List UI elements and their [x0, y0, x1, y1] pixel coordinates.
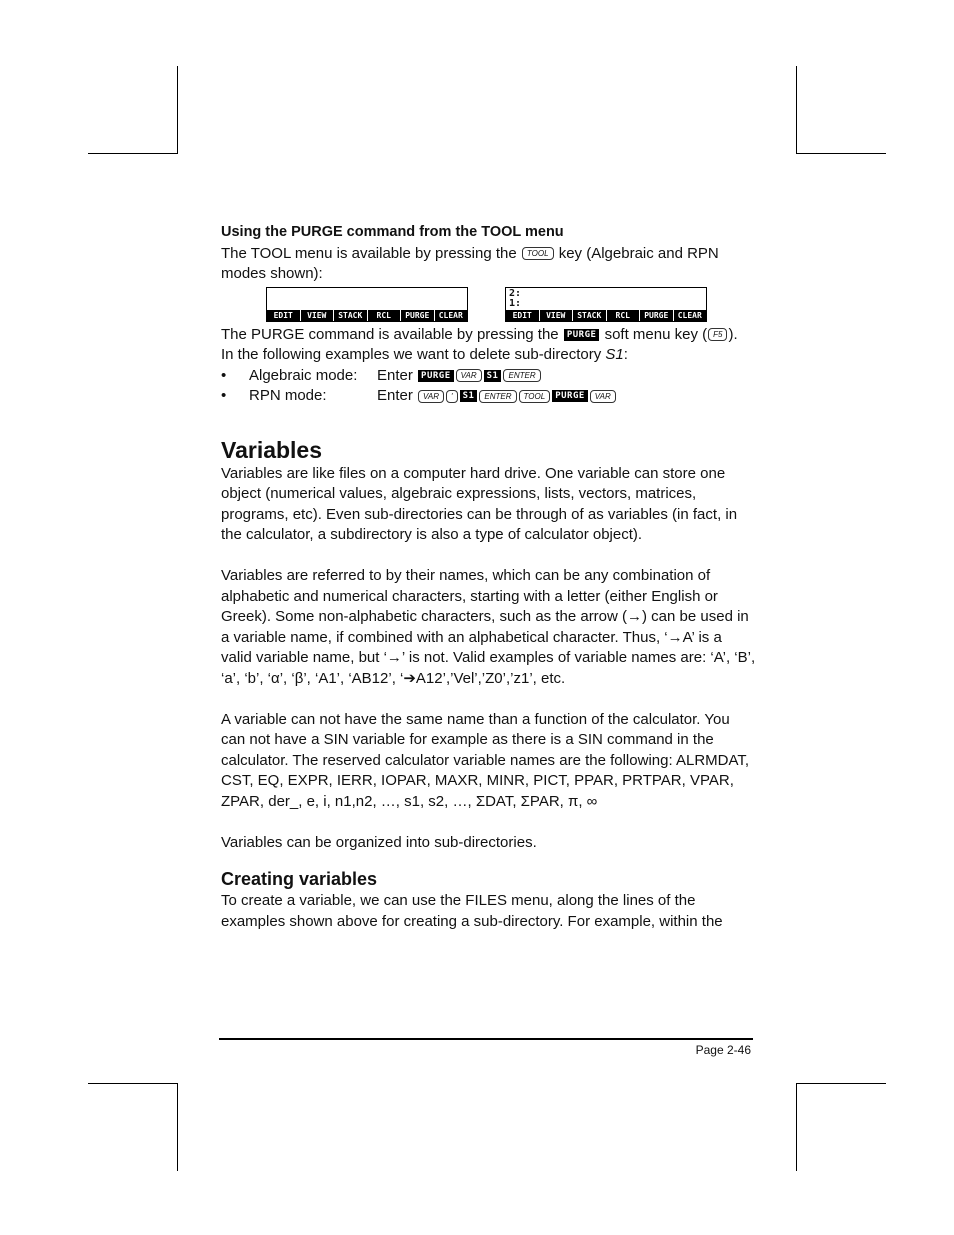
tick-key-icon: ' [446, 390, 458, 403]
menu-clear: CLEAR [674, 310, 707, 321]
page-number: Page 2-46 [695, 1043, 751, 1057]
f5-key-icon: F5 [708, 328, 727, 341]
menu-stack: STACK [573, 310, 606, 321]
stack-level-2: 2: [509, 287, 522, 299]
enter-word: Enter [377, 366, 413, 384]
crop-mark-bottom-right-vertical [796, 1083, 797, 1171]
stack-level-1: 1: [509, 297, 522, 309]
text-segment: : [623, 346, 628, 363]
soft-menu-bar [506, 310, 706, 321]
list-item-algebraic [221, 366, 756, 387]
menu-stack: STACK [334, 310, 367, 321]
menu-view: VIEW [301, 310, 334, 321]
var-key-icon: VAR [418, 390, 444, 403]
purge-softkey-icon: PURGE [552, 390, 588, 402]
menu-edit: EDIT [506, 310, 539, 321]
enter-key-icon: ENTER [479, 390, 516, 403]
page-content [221, 222, 756, 932]
menu-edit: EDIT [267, 310, 300, 321]
enter-key-icon: ENTER [503, 369, 540, 382]
screen-rpn [505, 287, 707, 322]
crop-mark-top-left-vertical [177, 66, 178, 154]
crop-mark-bottom-right-horizontal [797, 1083, 886, 1084]
bullet-icon: • [221, 387, 227, 404]
spacer [221, 407, 756, 436]
spacer [221, 546, 756, 567]
spacer [221, 689, 756, 710]
mode-list [221, 366, 756, 407]
mode-label: Algebraic mode: [249, 366, 358, 384]
footer-rule [219, 1038, 753, 1040]
creating-paragraph: To create a variable, we can use the FILES menu, along the lines of the examples shown above for creating a sub-directory. For example, within the [221, 892, 723, 930]
crop-mark-top-right-vertical [796, 66, 797, 154]
menu-rcl: RCL [607, 310, 640, 321]
spacer [221, 853, 756, 867]
text-segment: key (Algebraic and RPN modes shown): [221, 244, 719, 282]
purge-softkey-icon: PURGE [564, 329, 600, 341]
menu-rcl: RCL [368, 310, 401, 321]
menu-clear: CLEAR [435, 310, 468, 321]
calculator-screens [221, 287, 756, 323]
crop-mark-bottom-left-horizontal [88, 1083, 177, 1084]
purge-paragraph [221, 325, 756, 346]
s1-name: S1 [605, 346, 624, 363]
var-key-icon: VAR [456, 369, 482, 382]
menu-purge: PURGE [401, 310, 434, 321]
variables-paragraph-3: A variable can not have the same name than a function of the calculator. You can not have a SIN variable for example as there is a SIN command in the calculator. The reserved calculator variable names are the following: ALRMDAT, CST, EQ, EXPR, IERR, IOPAR, MAXR, MINR, PICT, PPAR, PRTPAR, VPAR, ZPAR, der_, e, i, n1,n2, …, s1, s2, …, ΣDAT, ΣPAR, π, ∞ [221, 710, 750, 810]
menu-view: VIEW [540, 310, 573, 321]
spacer [221, 812, 756, 833]
soft-menu-bar [267, 310, 467, 321]
text-segment: In the following examples we want to delete sub-directory [221, 346, 606, 363]
screen-algebraic [266, 287, 468, 322]
enter-word: Enter [377, 387, 413, 404]
variables-paragraph-1: Variables are like files on a computer hard drive. One variable can store one object (numerical values, algebraic expressions, lists, vectors, matrices, programs, etc). Even sub-directories can be through of as variables (in fact, in the calculator, a subdirectory is also a type of calculator object). [221, 464, 738, 543]
purge-softkey-icon: PURGE [418, 370, 454, 382]
bullet-icon: • [221, 366, 227, 384]
list-item-rpn [221, 386, 756, 407]
section-heading-purge: Using the PURGE command from the TOOL menu [221, 224, 564, 240]
menu-purge: PURGE [640, 310, 673, 321]
s1-softkey-icon: S1 [460, 390, 478, 402]
variables-heading: Variables [221, 436, 323, 463]
s1-softkey-icon: S1 [484, 370, 502, 382]
mode-label: RPN mode: [249, 387, 327, 404]
crop-mark-top-left-horizontal [88, 153, 177, 154]
text-segment: The TOOL menu is available by pressing the [221, 244, 521, 262]
creating-variables-heading: Creating variables [221, 869, 378, 889]
variables-paragraph-2: Variables are referred to by their names, which can be any combination of alphabetic and numerical characters, starting with a letter (either English or Greek). Some non-alphabetic characters, such as the arrow (→) can be used in a variable name, if combined with an alphabetical character. Thus, ‘→A’ is a valid variable name, but ‘→’ is not. Valid examples of variable names are: ‘A’, ‘B’, ‘a’, ‘b’, ‘α’, ‘β’, ‘A1’, ‘AB12’, ‘➔A12’,’Vel’,’Z0’,’z1’, etc. [221, 567, 756, 687]
text-segment: The PURGE command is available by pressing the [221, 325, 563, 343]
crop-mark-bottom-left-vertical [177, 1083, 178, 1171]
rpn-stack [509, 289, 521, 309]
variables-paragraph-4: Variables can be organized into sub-directories. [221, 833, 537, 851]
text-segment: ). [728, 325, 738, 343]
example-intro [221, 345, 756, 366]
var-key-icon: VAR [590, 390, 616, 403]
crop-mark-top-right-horizontal [797, 153, 886, 154]
tool-menu-paragraph [221, 244, 756, 285]
text-segment: soft menu key ( [600, 325, 708, 343]
tool-key-icon: TOOL [522, 247, 554, 260]
tool-key-icon: TOOL [519, 390, 551, 403]
